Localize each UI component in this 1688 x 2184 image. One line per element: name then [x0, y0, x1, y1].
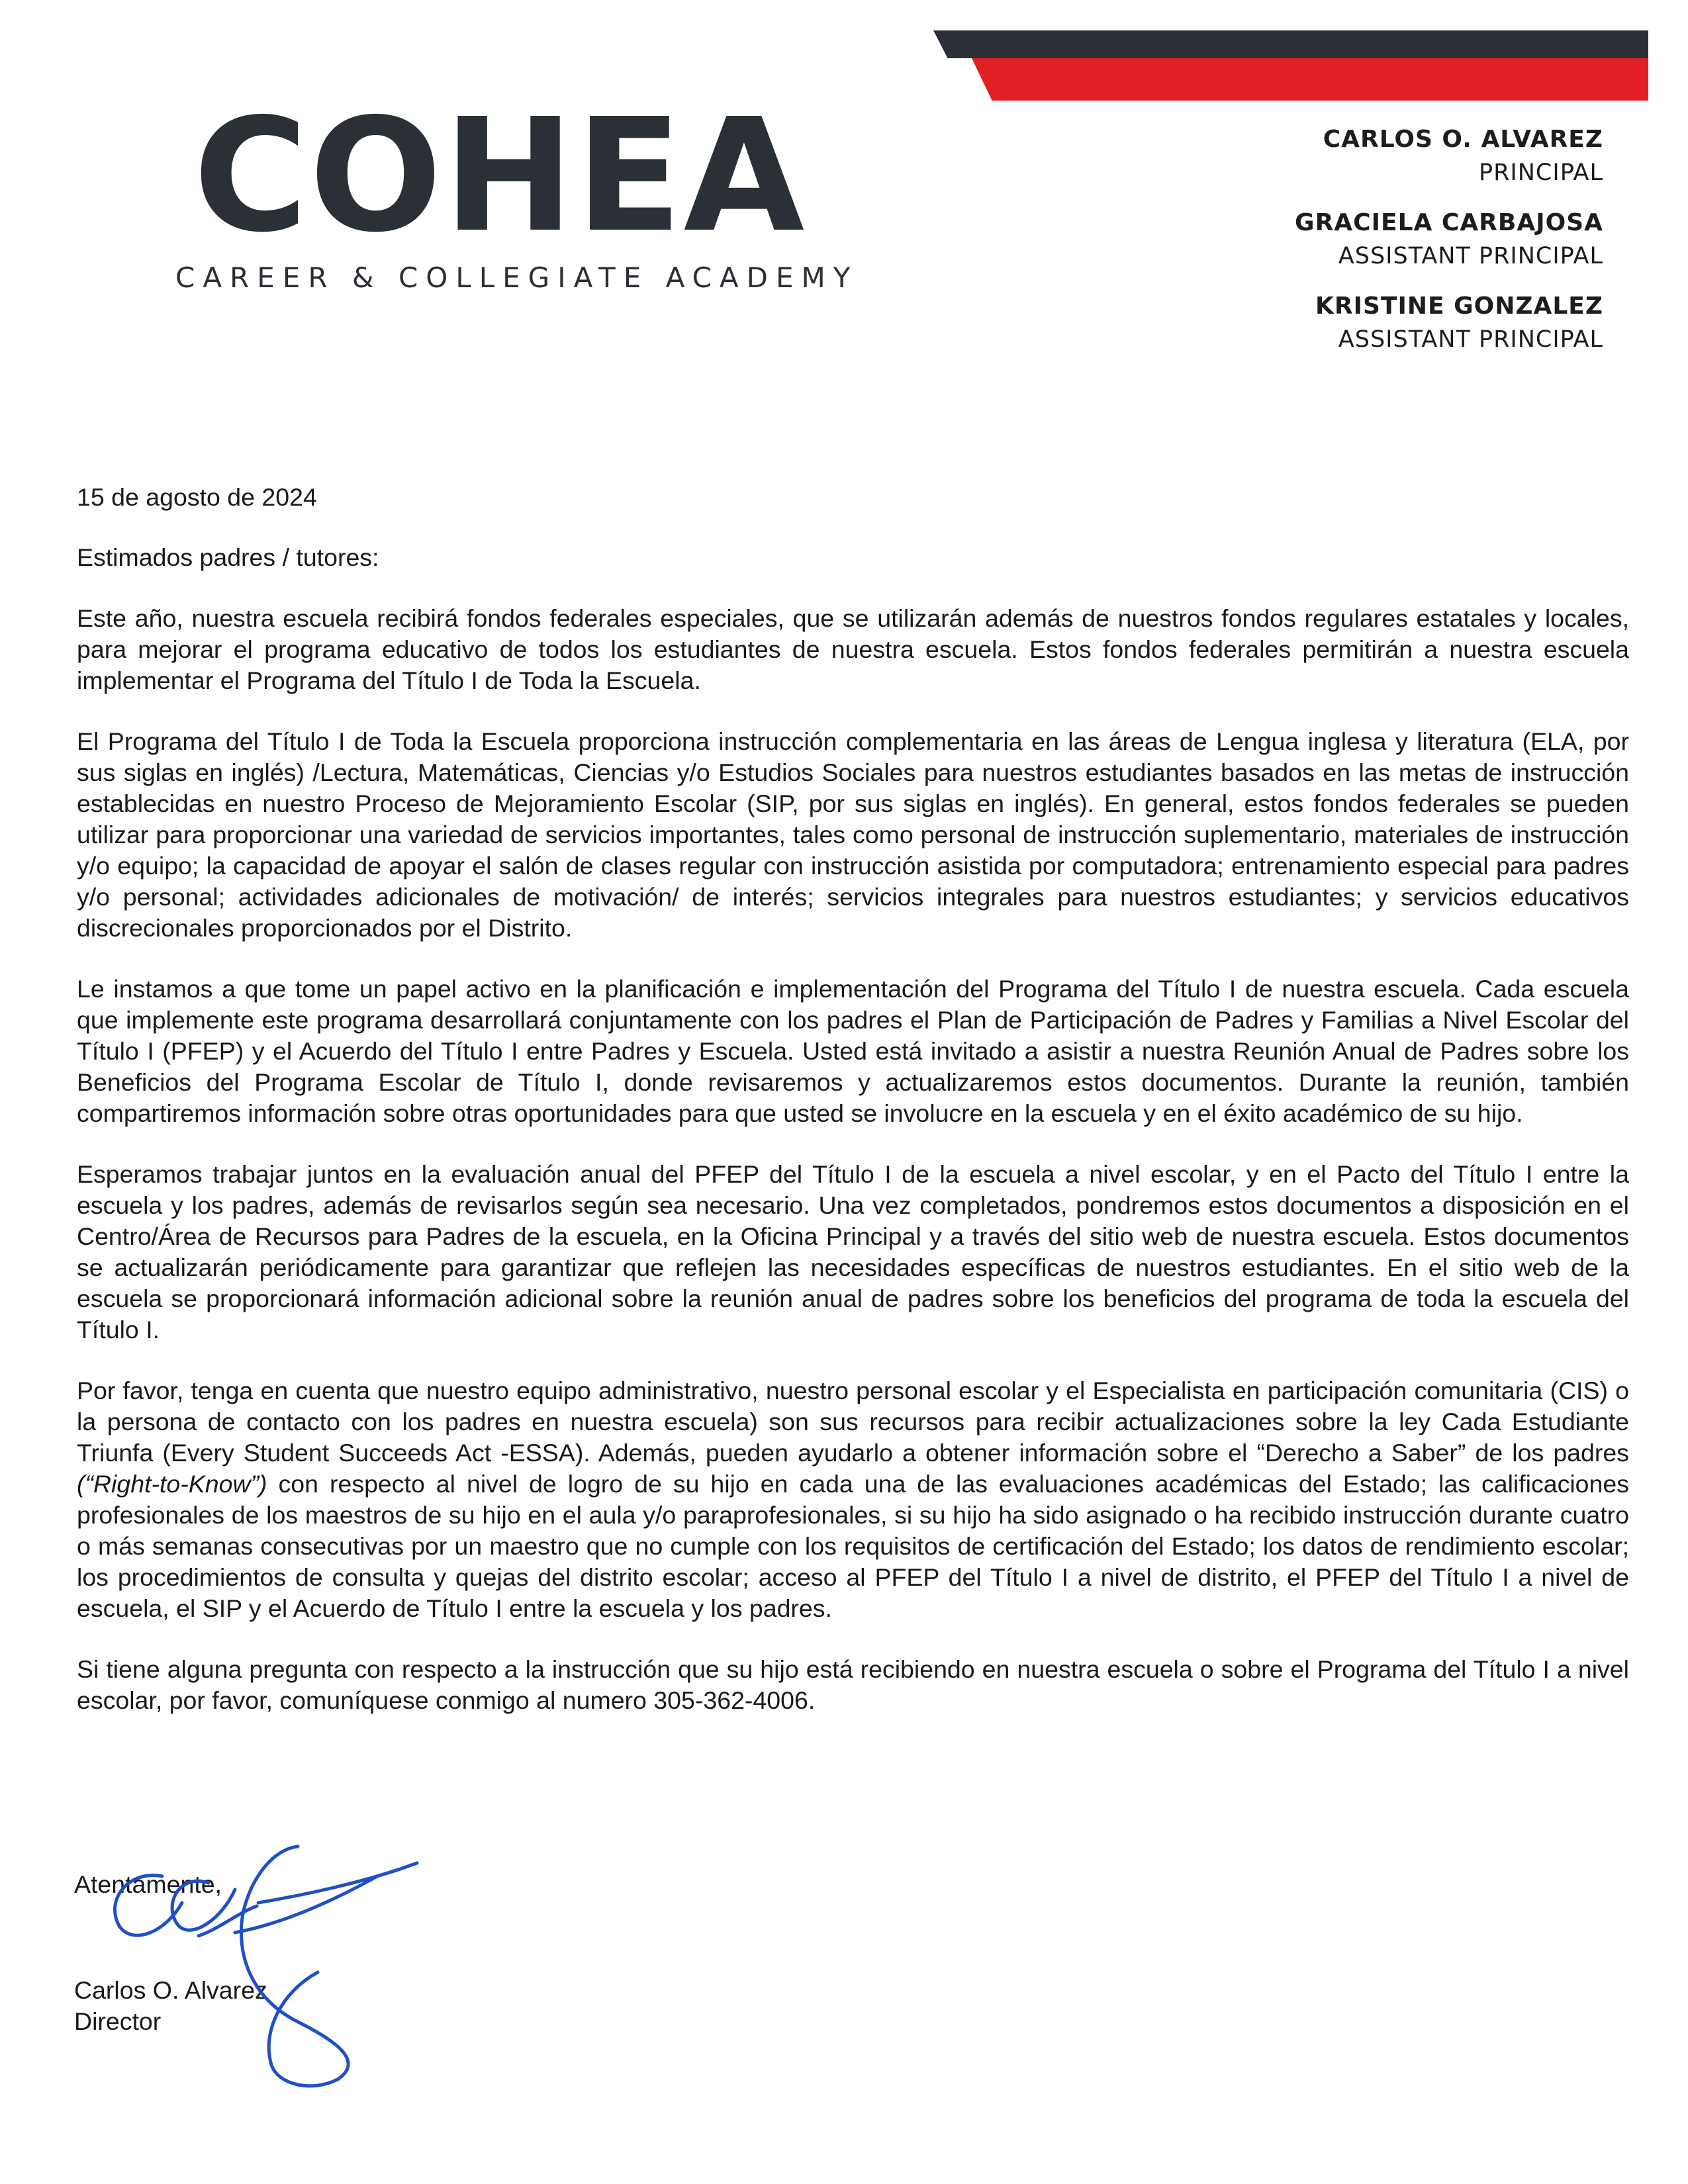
letter-paragraph: Este año, nuestra escuela recibirá fondos federales especiales, que se utilizarán además de nuestros fondos regulares estatales y locales, para mejorar el programa educativo de todos los estudiantes de nuestra escuela. Estos fondos federales permitirán a nuestra escuela implementar el Programa del Título I de Toda la Escuela. [77, 604, 1629, 694]
letter-body [77, 482, 1629, 1746]
staff-principal [1295, 123, 1603, 189]
staff-name: GRACIELA CARBAJOSA [1295, 209, 1603, 236]
signer-title: Director [74, 2007, 162, 2035]
header-red-band [972, 58, 1648, 101]
staff-list [1295, 123, 1603, 373]
school-logo-name: COHEA [193, 85, 806, 267]
letter-paragraph-contact: Si tiene alguna pregunta con respecto a la instrucción que su hijo está recibiendo en nuestra escuela o sobre el Programa del Título I a nivel escolar, por favor, comuníquese conmigo al numero 305-362-4006. [77, 1655, 1629, 1714]
staff-name: CARLOS O. ALVAREZ [1323, 126, 1603, 153]
staff-assistant-principal-2 [1295, 290, 1603, 356]
header-dark-band [933, 30, 1648, 58]
letter-closing: Atentamente, [74, 1870, 222, 1898]
staff-title: ASSISTANT PRINCIPAL [1338, 243, 1603, 269]
paragraph-text: con respecto al nivel de logro de su hijo en cada una de las evaluaciones académicas del Estado; las calificaciones profesionales de los maestros de su hijo en el aula y/o paraprofesionales, si su hijo ha sido asignado o ha recibido instrucción durante cuatro o más semanas consecutivas por un maestro que no cumple con los requisitos de certificación del Estado; los datos de rendimiento escolar; los procedimientos de consulta y quejas del distrito escolar; acceso al PFEP del Título I a nivel de distrito, el PFEP del Título I a nivel de escuela, el SIP y el Acuerdo de Título I entre la escuela y los padres. [77, 1470, 1629, 1622]
letter-paragraph: Le instamos a que tome un papel activo en la planificación e implementación del Programa del Título I de nuestra escuela. Cada escuela que implemente este programa desarrollará conjuntamente con los padres el Plan de Participación de Padres y Familias a Nivel Escolar del Título I (PFEP) y el Acuerdo del Título I entre Padres y Escuela. Usted está invitado a asistir a nuestra Reunión Anual de Padres sobre los Beneficios del Programa Escolar de Título I, donde revisaremos y actualizaremos estos documentos. Durante la reunión, también compartiremos información sobre otras oportunidades para que usted se involucre en la escuela y en el éxito académico de su hijo. [77, 975, 1629, 1127]
letter-paragraph-essa [77, 1375, 1629, 1624]
school-logo-tagline: CAREER & COLLEGIATE ACADEMY [175, 261, 859, 294]
handwritten-signature [99, 1833, 470, 2091]
staff-title: PRINCIPAL [1479, 159, 1603, 186]
letter-paragraph: Esperamos trabajar juntos en la evaluación anual del PFEP del Título I de la escuela a nivel escolar, y en el Pacto del Título I entre la escuela y los padres, además de revisarlos según sea necesario. Una vez completados, pondremos estos documentos a disposición en el Centro/Área de Recursos para Padres de la escuela, en la Oficina Principal y a través del sitio web de nuestra escuela. Estos documentos se actualizarán periódicamente para garantizar que reflejen las necesidades específicas de nuestros estudiantes. En el sitio web de la escuela se proporcionará información adicional sobre la reunión anual de padres sobre los beneficios del programa de toda la escuela del Título I. [77, 1160, 1629, 1343]
letter-paragraph: El Programa del Título I de Toda la Escuela proporciona instrucción complementaria en las áreas de Lengua inglesa y literatura (ELA, por sus siglas en inglés) /Lectura, Matemáticas, Ciencias y/o Estudios Sociales para nuestros estudiantes basados en las metas de instrucción establecidas en nuestro Proceso de Mejoramiento Escolar (SIP, por sus siglas en inglés). En general, estos fondos federales se pueden utilizar para proporcionar una variedad de servicios importantes, tales como personal de instrucción suplementario, materiales de instrucción y/o equipo; la capacidad de apoyar el salón de clases regular con instrucción asistida por computadora; entrenamiento especial para padres y/o personal; actividades adicionales de motivación/ de interés; servicios integrales para nuestros estudiantes; y servicios educativos discrecionales proporcionados por el Distrito. [77, 727, 1629, 942]
paragraph-text: Por favor, tenga en cuenta que nuestro equipo administrativo, nuestro personal escolar y el Especialista en participación comunitaria (CIS) o la persona de contacto con los padres en nuestra escuela) son sus recursos para recibir actualizaciones sobre la ley Cada Estudiante Triunfa (Every Student Succeeds Act -ESSA). Además, pueden ayudarlo a obtener información sobre el “Derecho a Saber” de los padres [77, 1377, 1629, 1467]
letter-date: 15 de agosto de 2024 [77, 483, 317, 511]
staff-title: ASSISTANT PRINCIPAL [1338, 326, 1603, 353]
staff-name: KRISTINE GONZALEZ [1315, 293, 1603, 320]
right-to-know-term: (“Right-to-Know”) [77, 1470, 267, 1498]
staff-assistant-principal-1 [1295, 206, 1603, 273]
signer-name: Carlos O. Alvarez [74, 1976, 267, 2004]
letter-greeting: Estimados padres / tutores: [77, 543, 379, 571]
